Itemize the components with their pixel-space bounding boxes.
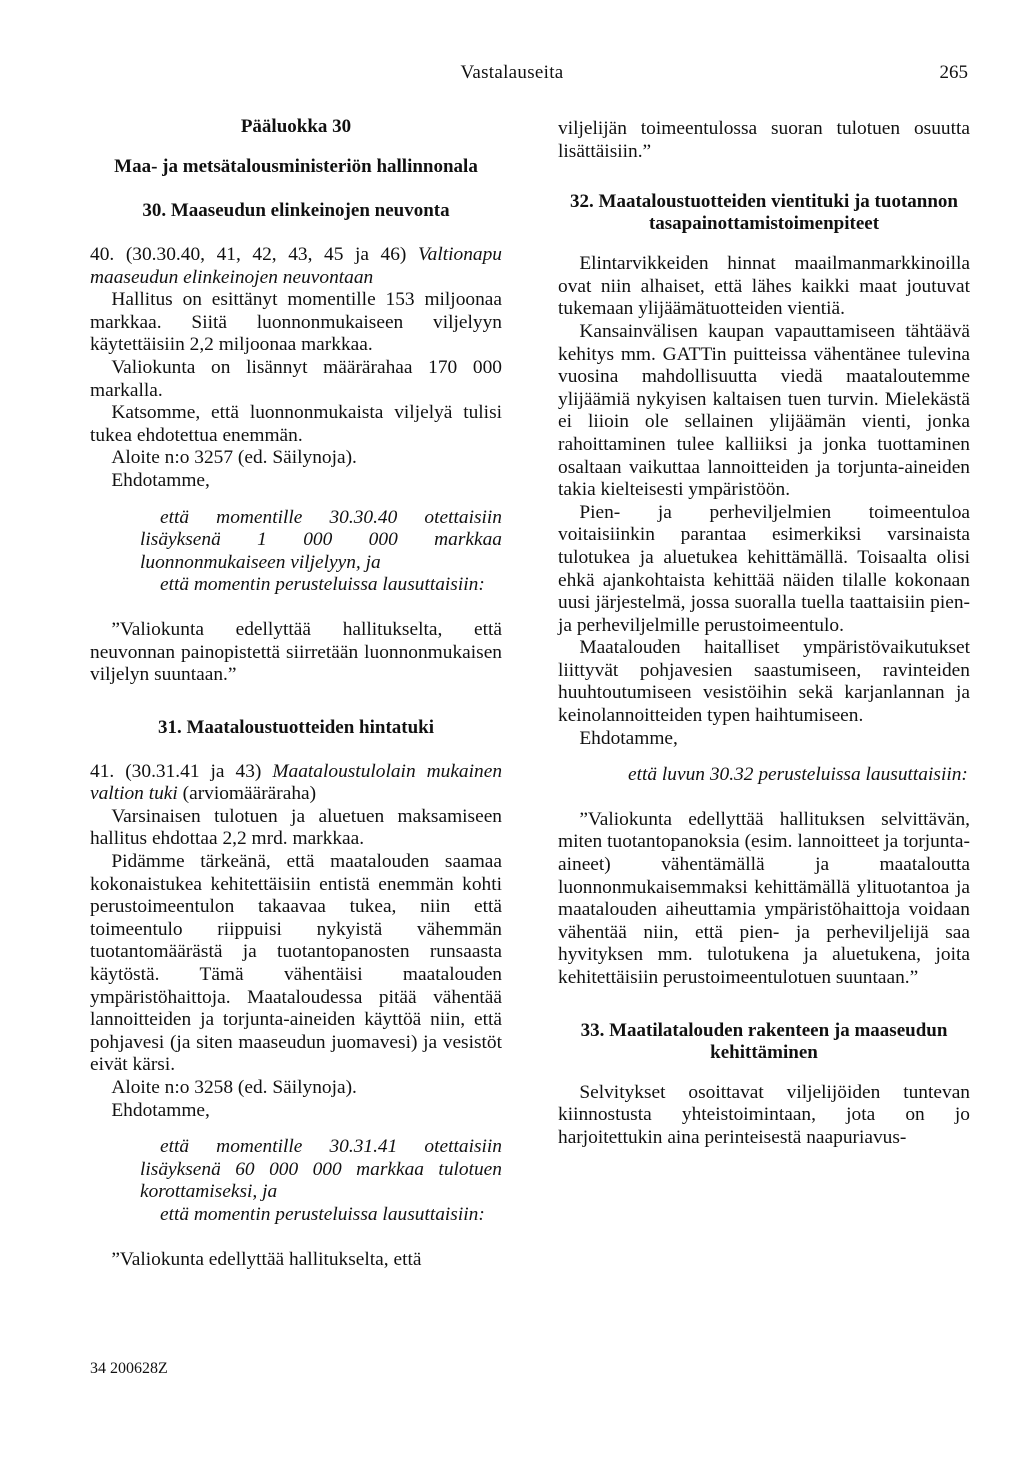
proposal-text: että momentille 30.31.41 otettaisiin lisäyksenä 60 000 000 markkaa tulotuen korottamiseksi, ja <box>140 1136 502 1203</box>
proposal-lead: Ehdotamme, <box>579 727 678 749</box>
proposal-block <box>558 764 970 787</box>
paragraph: viljelijän toimeentulossa suoran tulotuen osuutta lisättäisiin.” <box>558 118 970 162</box>
item-40-name: Valtionapu maaseudun elinkeinojen neuvontaan <box>90 244 502 288</box>
paragraph: Kansainvälisen kaupan vapauttamiseen tähtäävä kehitys mm. GATTin puitteissa vähentänee tulevina vuosina mahdollisuutta viedä maataloutemme ylijäämiä nykyisen kaltaisen tuen turvin. Mielekästä ei liioin ole sellainen ylijäämän vienti, jonka rahoittaminen tulee kalliiksi ja jonka tuottaminen osaltaan vaikuttaa lannoitteiden ja torjunta-aineiden takia kielteisesti ympäristöön. <box>558 320 970 501</box>
paragraph: Selvitykset osoittavat viljelijöiden tuntevan kiinnostusta yhteistoimintaan, jota on jo harjoitettukin aina perinteisestä naapuriavus- <box>558 1081 970 1148</box>
proposal-text: että momentin perusteluissa lausuttaisiin: <box>160 574 485 596</box>
running-title: Vastalauseita <box>460 62 564 83</box>
paragraph: Katsomme, että luonnonmukaista viljelyä tulisi tukea ehdotettua enemmän. <box>90 402 502 446</box>
paragraph: Pidämme tärkeänä, että maatalouden saamaa kokonaistukea kehitettäisiin entistä enemmän kohti perustoimeentulon takaavaa tukea, niin että toimeentulo riippuisi nykyistä vähemmän tuotantomäärästä ja tuotantopanosten runsaasta käytöstä. Tämä vähentäisi maatalouden ympäristöhaittoja. Maataloudessa pitää vähentää lannoitteiden ja torjunta-aineiden käyttöä niin, että pohjavesi (ja siten maaseudun juomavesi) ja vesistöt eivät kärsi. <box>90 851 502 1076</box>
paragraph: Varsinaisen tulotuen ja aluetuen maksamiseen hallitus ehdottaa 2,2 mrd. markkaa. <box>90 805 502 850</box>
proposal-lead: Ehdotamme, <box>111 469 210 491</box>
proposal-block <box>90 507 502 597</box>
item-40-number: 40. (30.30.40, 41, 42, 43, 45 ja 46) <box>90 244 418 265</box>
page-number: 265 <box>939 62 968 83</box>
section-33-heading: 33. Maatilatalouden rakenteen ja maaseudun kehittäminen <box>580 1019 948 1063</box>
proposal-text: että momentille 30.30.40 otettaisiin lisäyksenä 1 000 000 markkaa luonnonmukaiseen viljelyyn, ja <box>140 506 502 573</box>
initiative-reference: Aloite n:o 3258 (ed. Säilynoja). <box>111 1077 357 1098</box>
item-41-type: (arviomääräraha) <box>177 783 317 805</box>
left-column <box>90 112 502 1271</box>
paragraph: Hallitus on esittänyt momentille 153 miljoonaa markkaa. Siitä luonnonmukaiseen viljelyyn käytettäisiin 2,2 miljoonaa markkaa. <box>90 289 502 356</box>
item-41-name: Maataloustulolain mukainen valtion tuki <box>90 760 503 805</box>
proposal-text: että luvun 30.32 perusteluissa lausuttaisiin: <box>628 764 968 786</box>
section-30-heading: 30. Maaseudun elinkeinojen neuvonta <box>142 200 450 221</box>
section-31-heading: 31. Maataloustuotteiden hintatuki <box>157 716 435 738</box>
right-column <box>558 118 970 1149</box>
item-41-title <box>90 761 502 806</box>
main-class-heading: Pääluokka 30 <box>240 116 352 137</box>
proposal-lead: Ehdotamme, <box>111 1099 210 1121</box>
item-41-number: 41. (30.31.41 ja 43) <box>90 760 273 782</box>
paragraph: Elintarvikkeiden hinnat maailmanmarkkinoilla ovat niin alhaiset, että lähes kaikki maat joutuvat tukemaan ylijäämätuotteiden vientiä. <box>558 253 970 320</box>
running-header <box>0 62 1024 90</box>
paragraph: Pien- ja perheviljelmien toimeentuloa voitaisiinkin parantaa esimerkiksi varsinaista tulotukea ja aluetukea kehittämällä. Toisaalta olisi ehkä ajankohtaista kehittää näiden tilalle kokonaan uusi järjestelmä, jossa suoralla tuella taattaisiin pien- ja perheviljelmille perustoimeentulo. <box>558 501 970 636</box>
proposal-text: että momentin perusteluissa lausuttaisiin: <box>160 1203 485 1225</box>
paragraph: Maatalouden haitalliset ympäristövaikutukset liittyvät pohjavesien saastumiseen, ravinteiden huuhtoutumiseen vesistöihin sekä karjanlannan ja keinolannoitteiden typen haihtumiseen. <box>558 637 970 727</box>
quote: ”Valiokunta edellyttää hallituksen selvittävän, miten tuotantopanoksia (esim. lannoitteet ja torjunta-aineet) vähentämällä ja maataloutta luonnonmukaisemmaksi kehittämällä ylituotantoa ja maatalouden aiheuttamia ympäristöhaittoja voidaan vähentää niin, että pien- ja perheviljelijä saa hyvityksen mm. tulotukena ja aluetukena, joita kehitettäisiin perustoimeentulotuen suuntaan.” <box>558 808 970 988</box>
paragraph: Valiokunta on lisännyt määrärahaa 170 000 markalla. <box>90 356 502 401</box>
print-code: 34 200628Z <box>90 1360 168 1377</box>
quote: ”Valiokunta edellyttää hallitukselta, että neuvonnan painopistettä siirretään luonnonmukaisen viljelyn suuntaan.” <box>90 618 502 686</box>
section-32-heading: 32. Maataloustuotteiden vientituki ja tuotannon tasapainottamistoimenpiteet <box>570 191 958 235</box>
ministry-heading: Maa- ja metsätalousministeriön hallinnonala <box>114 156 478 177</box>
initiative-reference: Aloite n:o 3257 (ed. Säilynoja). <box>111 447 357 469</box>
quote: ”Valiokunta edellyttää hallitukselta, että <box>111 1248 422 1270</box>
item-40-title <box>90 244 502 289</box>
proposal-block <box>90 1136 502 1226</box>
